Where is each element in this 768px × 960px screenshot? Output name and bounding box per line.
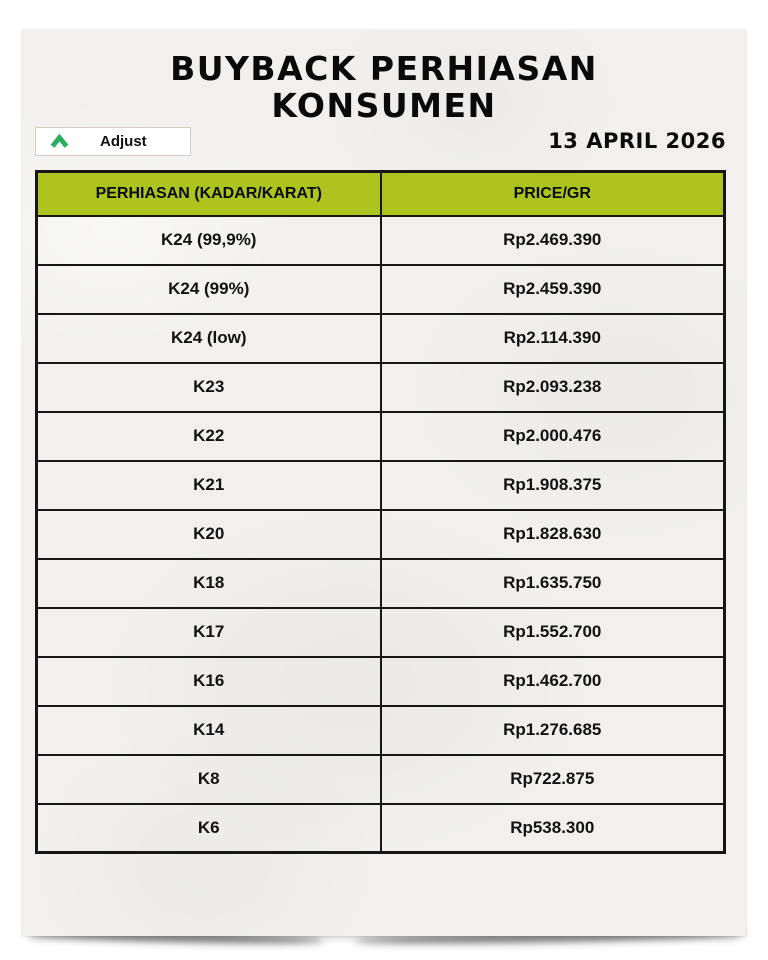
header-price: PRICE/GR	[381, 172, 725, 216]
karat-cell: K6	[37, 804, 381, 853]
table-row	[37, 706, 725, 755]
price-cell: Rp1.908.375	[381, 461, 725, 510]
table-row	[37, 608, 725, 657]
adjust-button[interactable]	[35, 127, 191, 156]
adjust-button-label: Adjust	[100, 132, 147, 150]
karat-cell: K24 (99,9%)	[37, 216, 381, 265]
karat-cell: K14	[37, 706, 381, 755]
date-label: 13 APRIL 2026	[548, 129, 726, 153]
table-row	[37, 804, 725, 853]
price-cell: Rp2.459.390	[381, 265, 725, 314]
price-cell: Rp2.093.238	[381, 363, 725, 412]
table-row	[37, 363, 725, 412]
table-header-row	[37, 172, 725, 216]
table-row	[37, 314, 725, 363]
karat-cell: K23	[37, 363, 381, 412]
chevron-up-icon	[49, 134, 70, 149]
table-row	[37, 461, 725, 510]
price-cell: Rp1.828.630	[381, 510, 725, 559]
price-cell: Rp2.469.390	[381, 216, 725, 265]
price-cell: Rp722.875	[381, 755, 725, 804]
karat-cell: K17	[37, 608, 381, 657]
price-cell: Rp1.635.750	[381, 559, 725, 608]
page-title-line1: BUYBACK PERHIASAN	[170, 49, 598, 88]
karat-cell: K21	[37, 461, 381, 510]
table-row	[37, 265, 725, 314]
page-title	[22, 50, 746, 124]
price-cell: Rp1.276.685	[381, 706, 725, 755]
header-karat: PERHIASAN (KADAR/KARAT)	[37, 172, 381, 216]
price-cell: Rp2.114.390	[381, 314, 725, 363]
table-row	[37, 559, 725, 608]
toolbar	[35, 126, 726, 156]
karat-cell: K24 (low)	[37, 314, 381, 363]
table-row	[37, 755, 725, 804]
karat-cell: K24 (99%)	[37, 265, 381, 314]
price-cell: Rp2.000.476	[381, 412, 725, 461]
karat-cell: K18	[37, 559, 381, 608]
table-row	[37, 412, 725, 461]
karat-cell: K8	[37, 755, 381, 804]
karat-cell: K16	[37, 657, 381, 706]
price-cell: Rp1.462.700	[381, 657, 725, 706]
price-cell: Rp1.552.700	[381, 608, 725, 657]
price-table	[35, 170, 726, 854]
price-cell: Rp538.300	[381, 804, 725, 853]
page-title-line2: KONSUMEN	[271, 86, 497, 125]
table-row	[37, 657, 725, 706]
karat-cell: K20	[37, 510, 381, 559]
table-row	[37, 510, 725, 559]
paper	[22, 30, 746, 936]
table-row	[37, 216, 725, 265]
karat-cell: K22	[37, 412, 381, 461]
